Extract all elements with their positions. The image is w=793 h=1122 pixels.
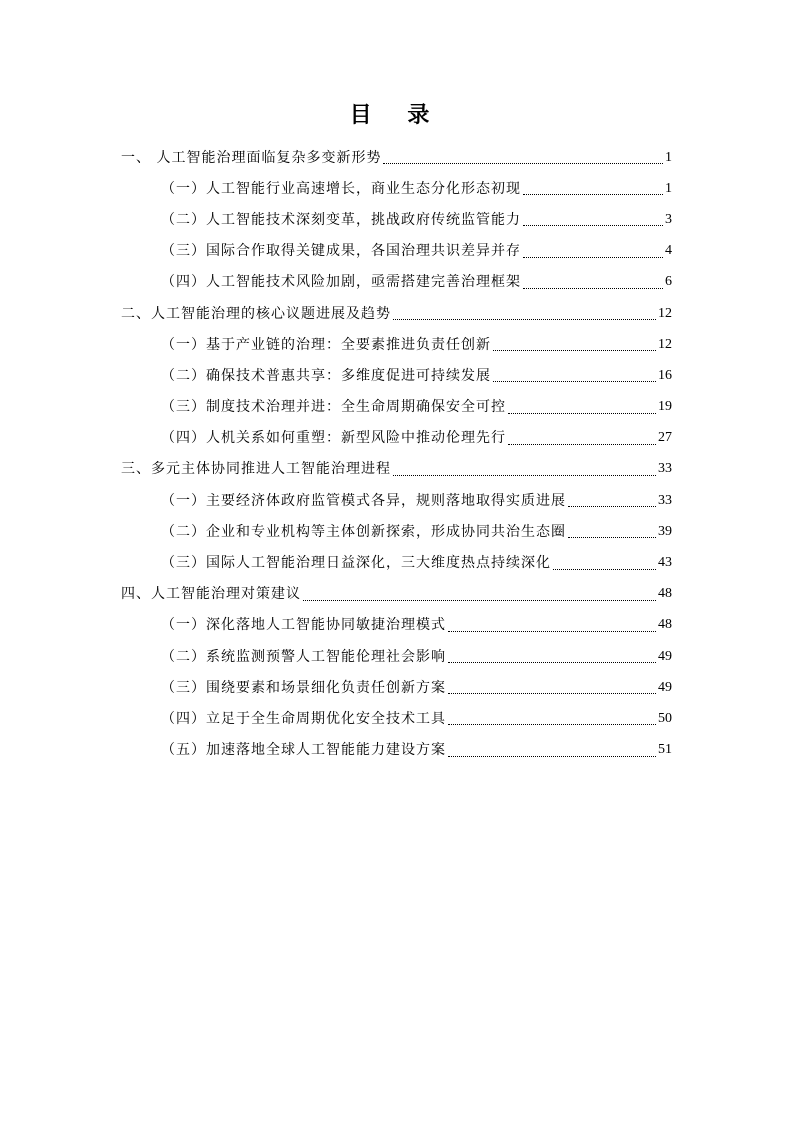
toc-entry-text: （三）围绕要素和场景细化负责任创新方案 (161, 679, 446, 696)
toc-entry-text: （三）国际人工智能治理日益深化，三大维度热点持续深化 (161, 555, 551, 572)
toc-entry-level-2[interactable] (0, 641, 793, 672)
toc-page-number: 3 (665, 211, 672, 227)
toc-page-number: 6 (665, 274, 672, 290)
toc-page-number: 43 (658, 555, 672, 571)
dot-leader (448, 693, 656, 694)
toc-entry-level-2[interactable] (0, 204, 793, 235)
dot-leader (508, 444, 656, 445)
toc-page-number: 33 (658, 492, 672, 508)
toc-entry-level-1[interactable] (0, 454, 793, 485)
toc-entry-level-2[interactable] (0, 547, 793, 578)
toc-entry-text: 三、多元主体协同推进人工智能治理进程 (121, 461, 391, 478)
toc-page-number: 48 (658, 617, 672, 633)
toc-entry-text: （二）系统监测预警人工智能伦理社会影响 (161, 648, 446, 665)
toc-entry-text: 二、人工智能治理的核心议题进展及趋势 (121, 305, 391, 322)
toc-entry-level-2[interactable] (0, 267, 793, 298)
dot-leader (523, 194, 663, 195)
toc-page-number: 48 (658, 586, 672, 602)
dot-leader (448, 631, 656, 632)
toc-entry-text: （五）加速落地全球人工智能能力建设方案 (161, 742, 446, 759)
toc-entry-level-2[interactable] (0, 610, 793, 641)
dot-leader (523, 225, 663, 226)
dot-leader (508, 413, 656, 414)
toc-page-number: 1 (665, 149, 672, 165)
toc-entry-text: （三）国际合作取得关键成果，各国治理共识差异并存 (161, 243, 521, 260)
toc-page-number: 27 (658, 430, 672, 446)
toc-page-number: 49 (658, 679, 672, 695)
dot-leader (448, 724, 656, 725)
toc-page-number: 51 (658, 742, 672, 758)
toc-entry-text: 一、 人工智能治理面临复杂多变新形势 (121, 149, 382, 166)
toc-entry-level-2[interactable] (0, 672, 793, 703)
toc-list (0, 142, 793, 766)
dot-leader (448, 756, 656, 757)
toc-title: 目 录 (349, 103, 444, 128)
toc-entry-level-1[interactable] (0, 298, 793, 329)
toc-entry-text: 四、人工智能治理对策建议 (121, 586, 301, 603)
dot-leader (568, 506, 656, 507)
toc-page-number: 12 (658, 305, 672, 321)
toc-entry-text: （二）企业和专业机构等主体创新探索，形成协同共治生态圈 (161, 523, 566, 540)
dot-leader (493, 381, 656, 382)
toc-entry-level-2[interactable] (0, 423, 793, 454)
toc-entry-level-2[interactable] (0, 360, 793, 391)
dot-leader (393, 319, 656, 320)
toc-entry-level-2[interactable] (0, 329, 793, 360)
toc-page-number: 33 (658, 461, 672, 477)
toc-page-number: 4 (665, 243, 672, 259)
dot-leader (553, 569, 656, 570)
dot-leader (493, 350, 656, 351)
toc-page-number: 16 (658, 367, 672, 383)
toc-page-number: 39 (658, 523, 672, 539)
toc-page-number: 1 (665, 180, 672, 196)
toc-page-number: 49 (658, 648, 672, 664)
toc-entry-text: （一）深化落地人工智能协同敏捷治理模式 (161, 617, 446, 634)
dot-leader (383, 163, 663, 164)
toc-entry-level-2[interactable] (0, 735, 793, 766)
toc-entry-text: （三）制度技术治理并进：全生命周期确保安全可控 (161, 399, 506, 416)
toc-entry-text: （二）人工智能技术深刻变革，挑战政府传统监管能力 (161, 211, 521, 228)
toc-entry-level-2[interactable] (0, 516, 793, 547)
dot-leader (523, 288, 663, 289)
toc-entry-level-1[interactable] (0, 579, 793, 610)
dot-leader (568, 537, 656, 538)
dot-leader (393, 475, 656, 476)
toc-entry-level-2[interactable] (0, 173, 793, 204)
toc-entry-level-2[interactable] (0, 236, 793, 267)
toc-entry-text: （一）基于产业链的治理：全要素推进负责任创新 (161, 336, 491, 353)
toc-page-number: 12 (658, 336, 672, 352)
toc-entry-text: （四）立足于全生命周期优化安全技术工具 (161, 710, 446, 727)
dot-leader (448, 662, 656, 663)
toc-entry-text: （一）主要经济体政府监管模式各异，规则落地取得实质进展 (161, 492, 566, 509)
toc-entry-level-2[interactable] (0, 485, 793, 516)
toc-entry-text: （四）人工智能技术风险加剧，亟需搭建完善治理框架 (161, 274, 521, 291)
toc-entry-level-1[interactable] (0, 142, 793, 173)
toc-page-number: 50 (658, 710, 672, 726)
dot-leader (303, 600, 656, 601)
toc-entry-level-2[interactable] (0, 703, 793, 734)
toc-page-number: 19 (658, 399, 672, 415)
toc-entry-text: （二）确保技术普惠共享：多维度促进可持续发展 (161, 367, 491, 384)
toc-entry-text: （四）人机关系如何重塑：新型风险中推动伦理先行 (161, 430, 506, 447)
toc-entry-level-2[interactable] (0, 392, 793, 423)
dot-leader (523, 257, 663, 258)
toc-entry-text: （一）人工智能行业高速增长，商业生态分化形态初现 (161, 180, 521, 197)
